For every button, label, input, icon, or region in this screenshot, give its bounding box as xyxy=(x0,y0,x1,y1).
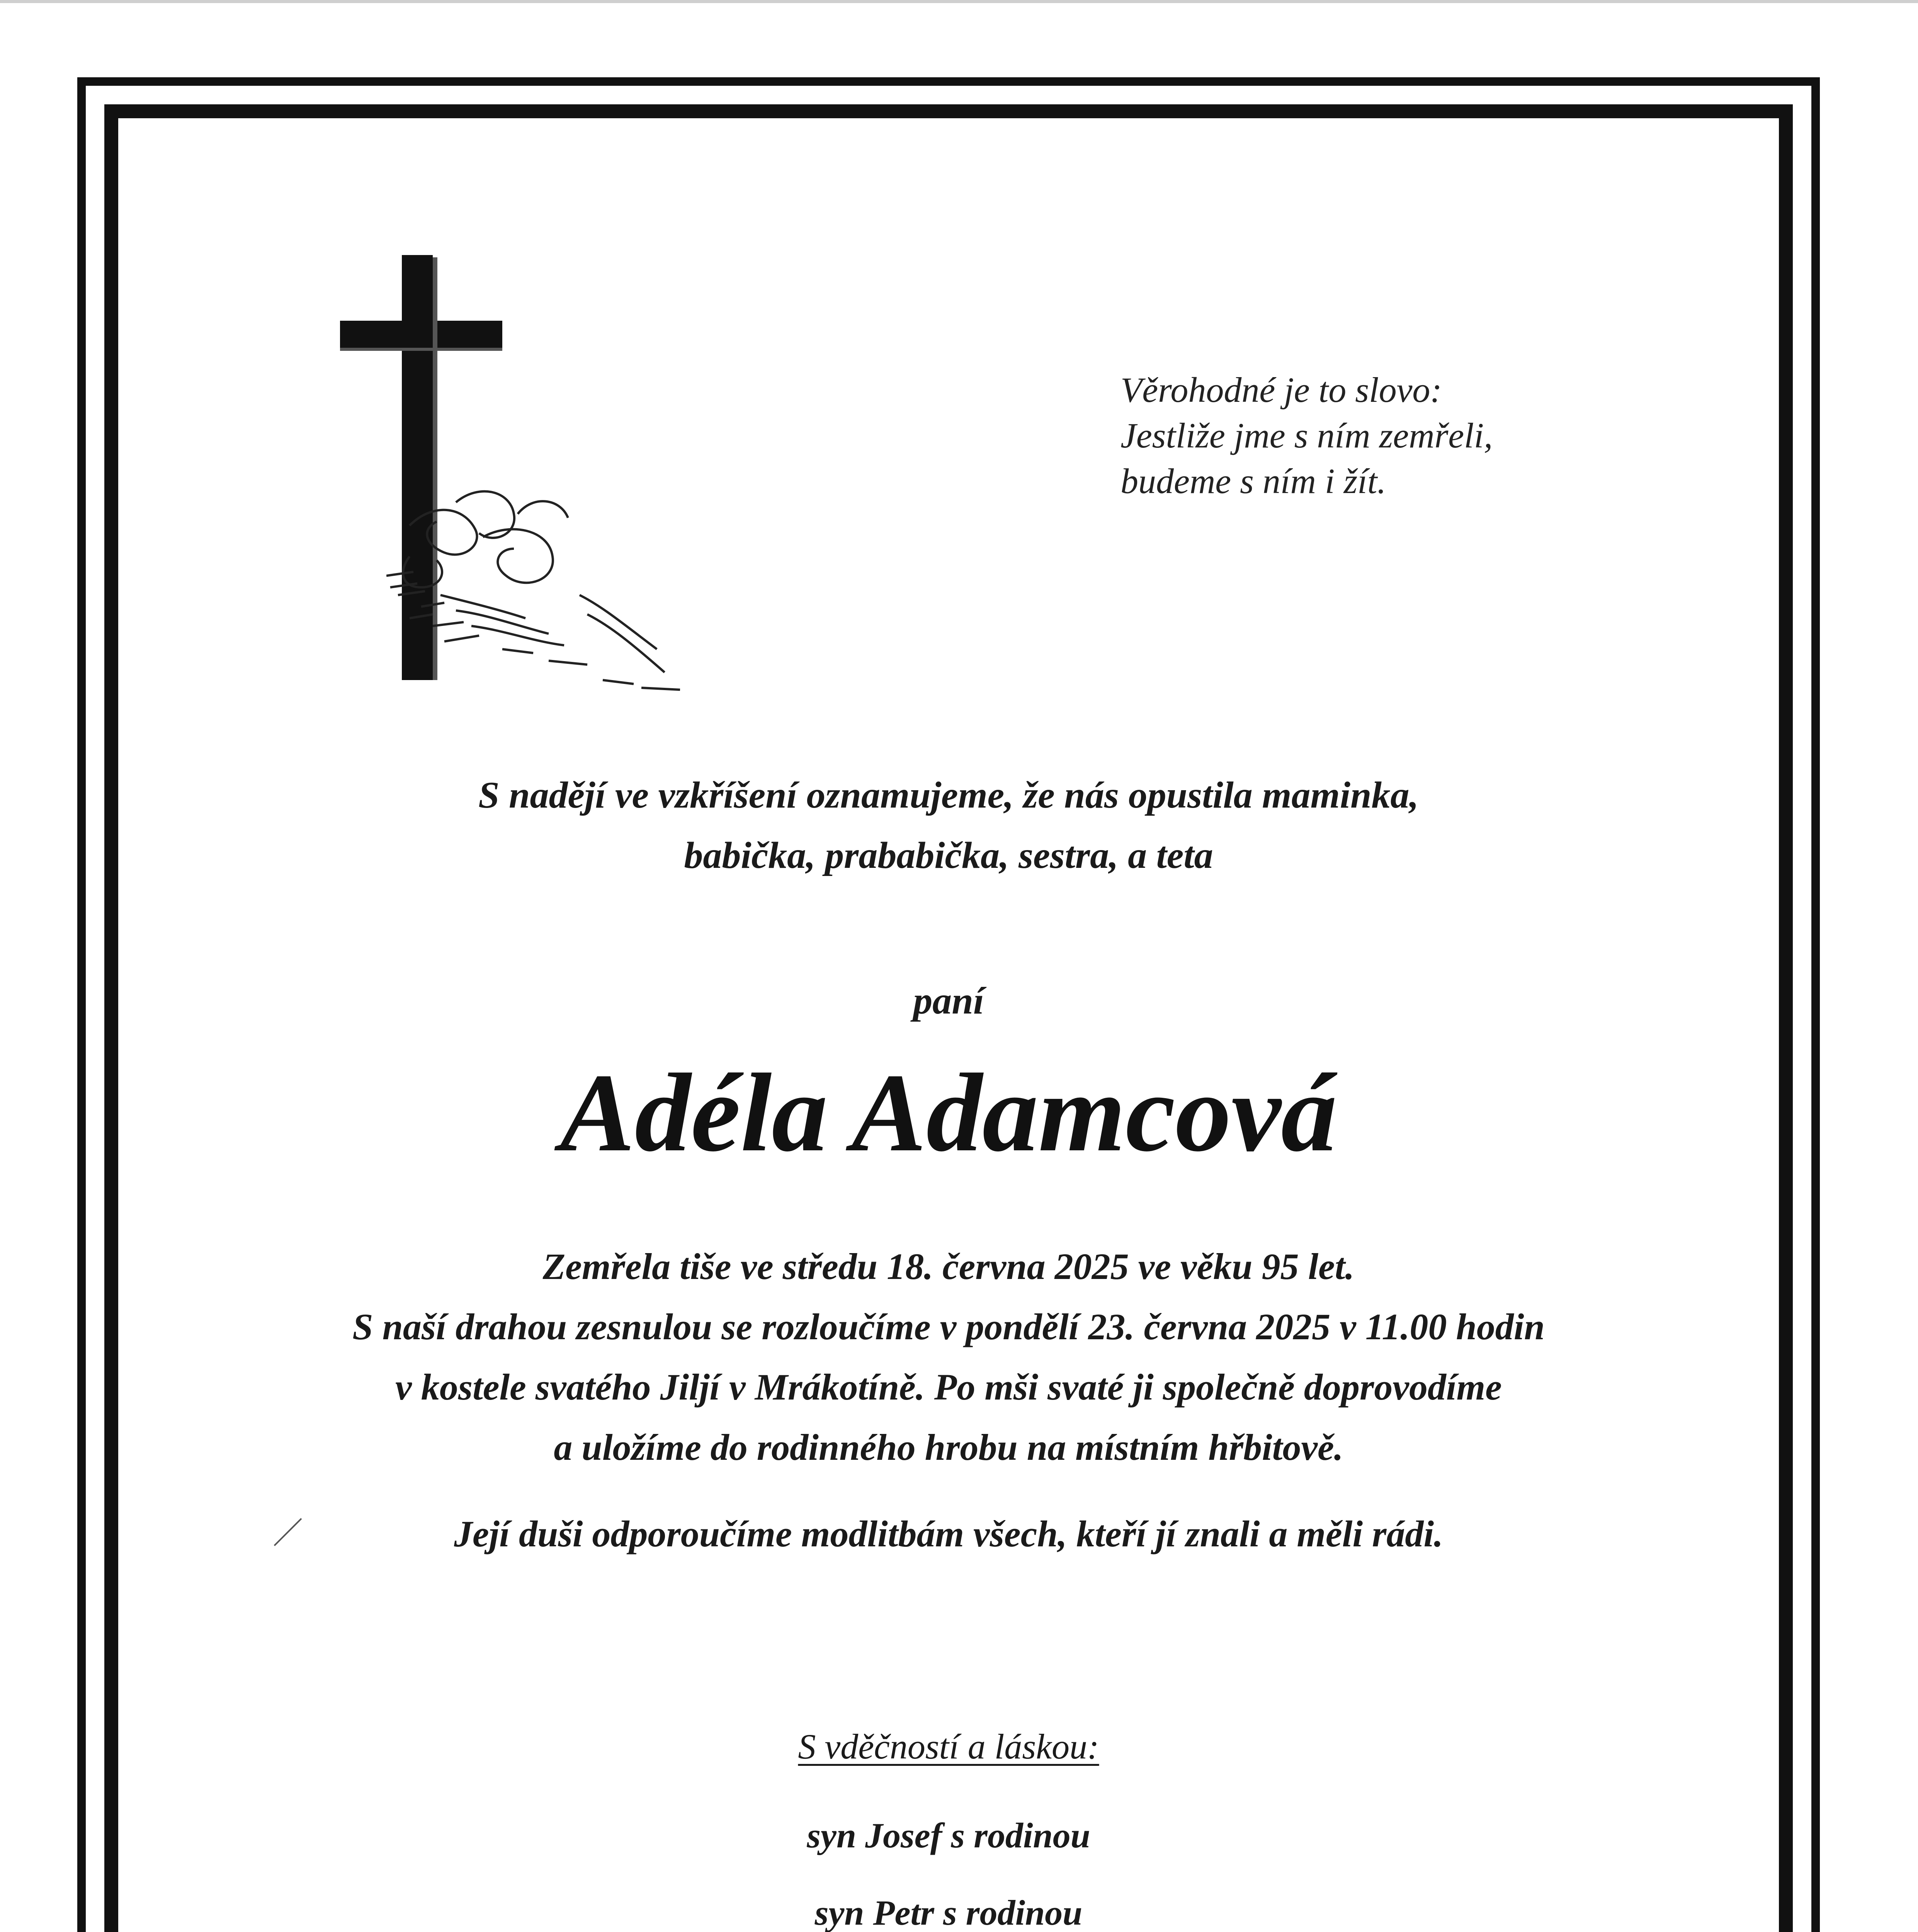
verse-line: budeme s ním i žít. xyxy=(1121,461,1386,501)
bible-verse xyxy=(1121,367,1739,504)
scan-edge-line xyxy=(0,0,1918,3)
gratitude-heading xyxy=(131,1719,1766,1774)
mourners-list xyxy=(131,1797,1766,1932)
verse-line: Jestliže jme s ním zemřeli, xyxy=(1121,416,1493,455)
deceased-name: Adéla Adamcová xyxy=(560,1051,1337,1175)
mourner-item: syn Petr s rodinou xyxy=(814,1893,1083,1932)
announcement-line: babička, prababička, sestra, a teta xyxy=(684,835,1213,876)
verse-line: Věrohodné je to slovo: xyxy=(1121,370,1442,410)
details-line: a uložíme do rodinného hrobu na místním hřbitově. xyxy=(554,1427,1343,1468)
announcement xyxy=(131,765,1766,886)
details-line: S naší drahou zesnulou se rozloučíme v pondělí 23. června 2025 v 11.00 hodin xyxy=(352,1306,1545,1347)
deceased-title: paní xyxy=(913,979,984,1022)
mourner-item: syn Josef s rodinou xyxy=(807,1816,1090,1855)
details-line: Zemřela tiše ve středu 18. června 2025 ve věku 95 let. xyxy=(542,1246,1355,1287)
gratitude-heading-text: S vděčností a láskou: xyxy=(798,1727,1099,1766)
details-line: v kostele svatého Jiljí v Mrákotíně. Po mši svaté ji společně doprovodíme xyxy=(395,1366,1502,1408)
scan-artifact xyxy=(270,1515,305,1549)
announcement-line: S nadějí ve vzkříšení oznamujeme, že nás opustila maminka, xyxy=(478,774,1419,816)
rose-flowers-icon xyxy=(386,479,703,696)
funeral-details xyxy=(131,1236,1766,1478)
prayer-text: Její duši odporoučíme modlitbám všech, kteří jí znali a měli rádi. xyxy=(454,1513,1444,1554)
